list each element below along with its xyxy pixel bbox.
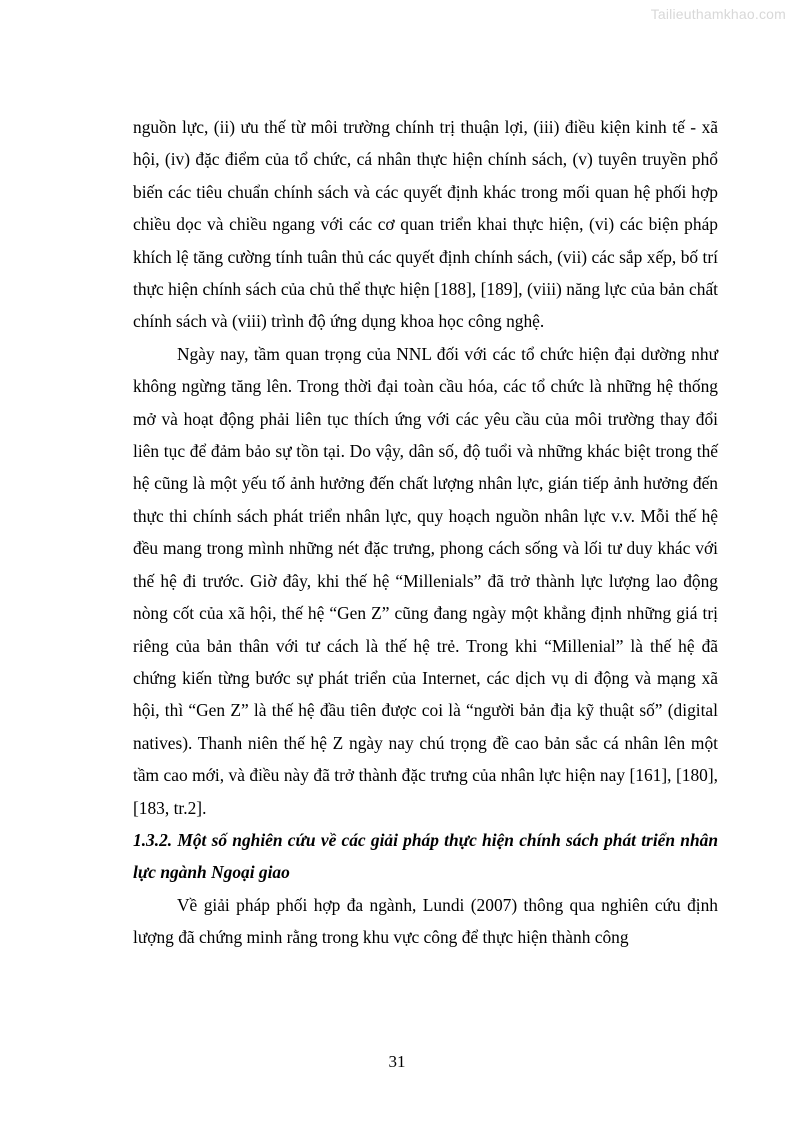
paragraph-continuation: nguồn lực, (ii) ưu thế từ môi trường chính trị thuận lợi, (iii) điều kiện kinh tế - xã hội, (iv) đặc điểm của tổ chức, cá nhân thực hiện chính sách, (v) tuyên truyền phổ biến các tiêu chuẩn chính sách và các quyết định khác trong mối quan hệ phối hợp chiều dọc và chiều ngang với các cơ quan triển khai thực hiện, (vi) các biện pháp khích lệ tăng cường tính tuân thủ các quyết định chính sách, (vii) các sắp xếp, bố trí thực hiện chính sách của chủ thể thực hiện [188], [189], (viii) năng lực của bản chất chính sách và (viii) trình độ ứng dụng khoa học công nghệ. xyxy=(133,117,718,332)
document-body xyxy=(133,111,718,954)
watermark: Tailieuthamkhao.com xyxy=(650,6,786,22)
page-number: 31 xyxy=(388,1052,406,1071)
section-heading-1-3-2: 1.3.2. Một số nghiên cứu về các giải pháp thực hiện chính sách phát triển nhân lực ngành Ngoại giao xyxy=(133,829,718,883)
paragraph-human-resources-importance: Ngày nay, tầm quan trọng của NNL đối với các tổ chức hiện đại dường như không ngừng tăng lên. Trong thời đại toàn cầu hóa, các tổ chức là những hệ thống mở và hoạt động phải liên tục thích ứng với các yêu cầu của môi trường thay đổi liên tục để đảm bảo sự tồn tại. Do vậy, dân số, độ tuổi và những khác biệt trong thế hệ cũng là một yếu tố ảnh hưởng đến chất lượng nhân lực, gián tiếp ảnh hưởng đến thực thi chính sách phát triển nhân lực, quy hoạch nguồn nhân lực v.v. Mỗi thế hệ đều mang trong mình những nét đặc trưng, phong cách sống và lối tư duy khác với thế hệ đi trước. Giờ đây, khi thế hệ “Millenials” đã trở thành lực lượng lao động nòng cốt của xã hội, thế hệ “Gen Z” cũng đang ngày một khẳng định những giá trị riêng của bản thân với tư cách là thế hệ trẻ. Trong khi “Millenial” là thế hệ đã chứng kiến từng bước sự phát triển của Internet, các dịch vụ di động và mạng xã hội, thì “Gen Z” là thế hệ đầu tiên được coi là “người bản địa kỹ thuật số” (digital natives). Thanh niên thế hệ Z ngày nay chú trọng đề cao bản sắc cá nhân lên một tầm cao mới, và điều này đã trở thành đặc trưng của nhân lực hiện nay [161], [180], [183, tr.2]. xyxy=(133,343,718,818)
paragraph-multisector-solution: Về giải pháp phối hợp đa ngành, Lundi (2007) thông qua nghiên cứu định lượng đã chứng minh rằng trong khu vực công để thực hiện thành công xyxy=(133,894,718,948)
